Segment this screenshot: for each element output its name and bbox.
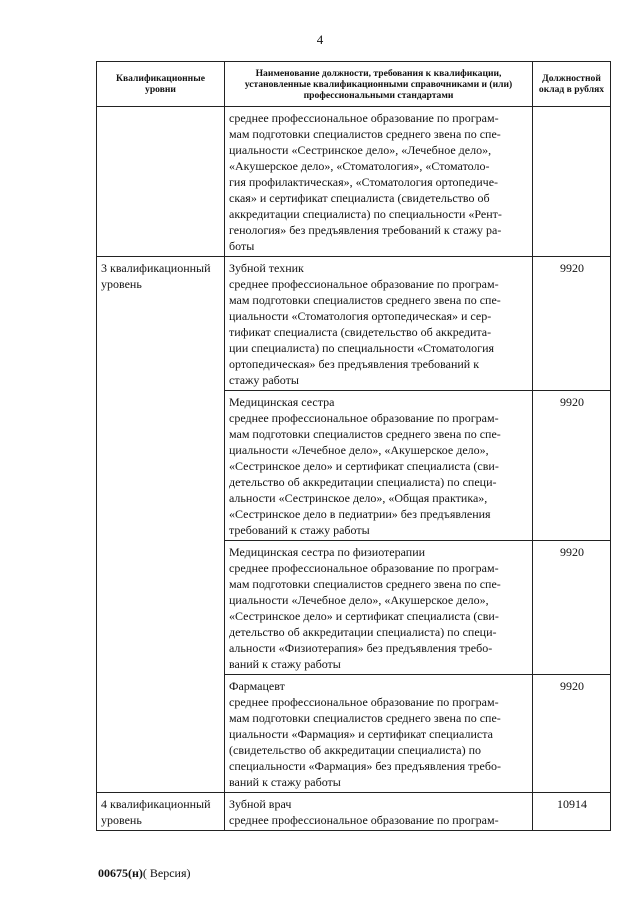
position-cell: Медицинская сестра среднее профессиональное образование по програм- мам подготовки специалистов среднего звена по спе- циальности «Лечебное дело», «Акушерское дело», «Сестринское дело» и сертификат специалиста (сви- детельство об аккредитации специалиста) по специ- альности «Сестринское дело», «Общая практика», «Сестринское дело в педиатрии» без предъявления требований к стажу работы bbox=[225, 391, 533, 541]
document-version: ( Версия) bbox=[142, 866, 191, 880]
table-row bbox=[97, 107, 611, 257]
document-code: 00675(н) bbox=[98, 866, 143, 880]
salary-cell: 10914 bbox=[533, 793, 611, 831]
level-cell: 4 квалификационный уровень bbox=[97, 793, 225, 831]
salary-cell: 9920 bbox=[533, 257, 611, 391]
position-cell: Фармацевт среднее профессиональное образование по програм- мам подготовки специалистов среднего звена по спе- циальности «Фармация» и сертификат специалиста (свидетельство об аккредитации специалиста) по специальности «Фармация» без предъявления требо- ваний к стажу работы bbox=[225, 675, 533, 793]
header-levels: Квалификационные уровни bbox=[97, 62, 225, 107]
table-header-row bbox=[97, 62, 611, 107]
qualification-table bbox=[96, 61, 611, 831]
level-cell bbox=[97, 107, 225, 257]
position-cell: среднее профессиональное образование по програм- мам подготовки специалистов среднего звена по спе- циальности «Сестринское дело», «Лечебное дело», «Акушерское дело», «Стоматология», «Стоматоло- гия профилактическая», «Стоматология ортопедиче- ская» и сертификат специалиста (свидетельство об аккредитации специалиста) по специальности «Рент- генология» без предъявления требований к стажу ра- боты bbox=[225, 107, 533, 257]
salary-cell: 9920 bbox=[533, 391, 611, 541]
salary-cell: 9920 bbox=[533, 675, 611, 793]
level-cell: 3 квалификационный уровень bbox=[97, 257, 225, 793]
header-salary: Должностной оклад в рублях bbox=[533, 62, 611, 107]
table-row bbox=[97, 793, 611, 831]
header-position: Наименование должности, требования к квалификации, установленные квалификационными справочниками и (или) профессиональными стандартами bbox=[225, 62, 533, 107]
position-cell: Медицинская сестра по физиотерапии среднее профессиональное образование по програм- мам подготовки специалистов среднего звена по спе- циальности «Лечебное дело», «Акушерское дело», «Сестринское дело» и сертификат специалиста (сви- детельство об аккредитации специалиста) по специ- альности «Физиотерапия» без предъявления требо- ваний к стажу работы bbox=[225, 541, 533, 675]
page-number: 4 bbox=[316, 32, 324, 47]
salary-cell bbox=[533, 107, 611, 257]
salary-cell: 9920 bbox=[533, 541, 611, 675]
position-cell: Зубной техник среднее профессиональное образование по програм- мам подготовки специалистов среднего звена по спе- циальности «Стоматология ортопедическая» и сер- тификат специалиста (свидетельство об аккредита- ции специалиста) по специальности «Стоматология ортопедическая» без предъявления требований к стажу работы bbox=[225, 257, 533, 391]
footer bbox=[98, 866, 191, 881]
table-row bbox=[97, 257, 611, 391]
position-cell: Зубной врач среднее профессиональное образование по програм- bbox=[225, 793, 533, 831]
